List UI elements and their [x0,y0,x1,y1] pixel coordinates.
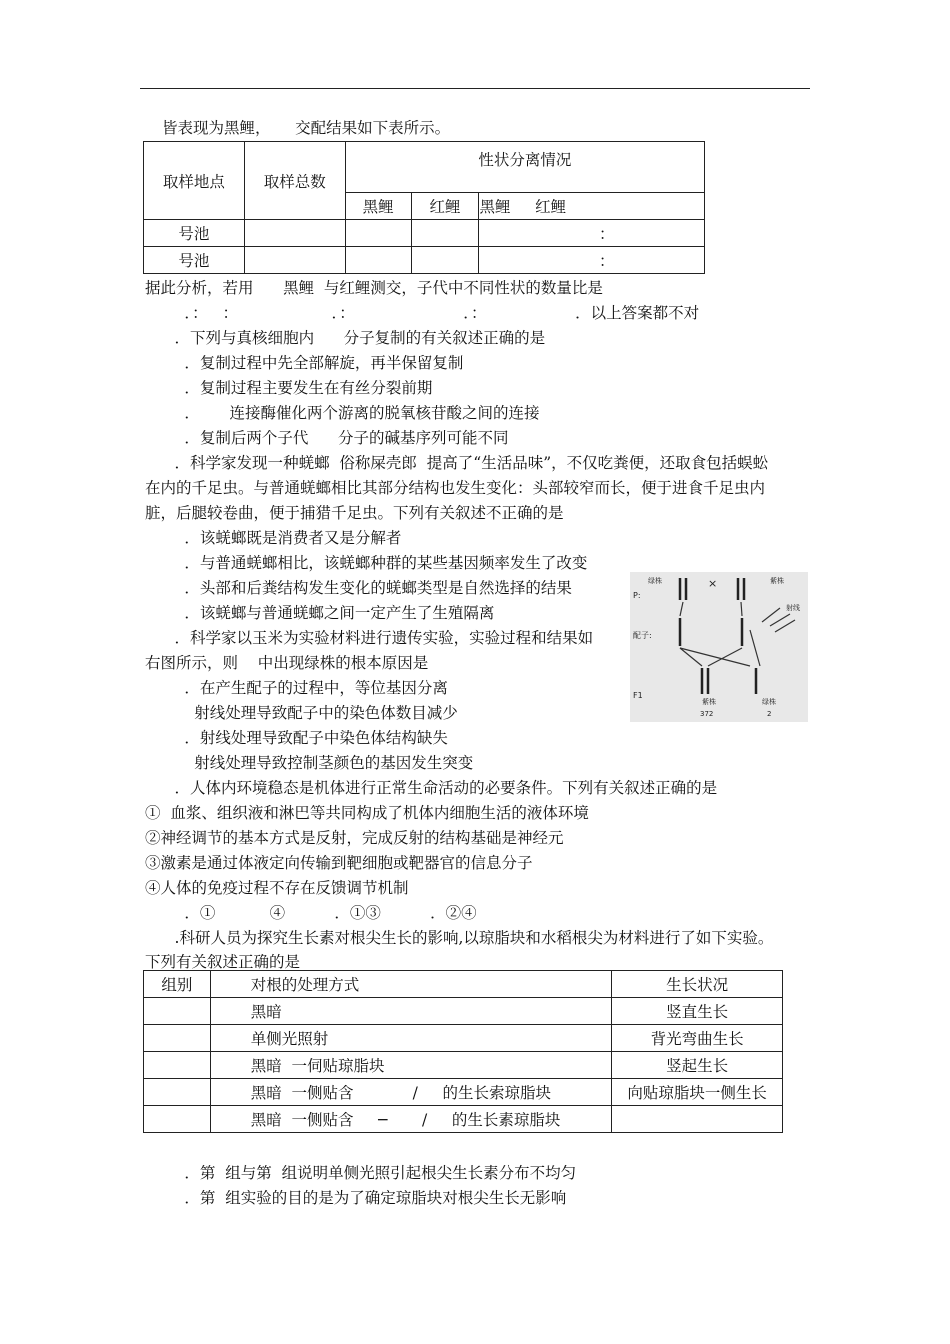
maize-genetics-figure [630,572,808,722]
treatment-cell: 单侧光照射 [210,1025,612,1052]
text-line: ．复制过程中先全部解旋，再半保留复制 [145,354,464,372]
text-line: ②神经调节的基本方式是反射，完成反射的结构基础是神经元 [145,829,564,847]
text-line: ．复制后两个子代 分子的碱基序列可能不同 [145,429,509,447]
result-cell [612,1106,783,1133]
sub-ratio: 黑鲤 红鲤 [479,193,705,220]
text-line: ．头部和后粪结构发生变化的蜣螂类型是自然选择的结果 [145,579,572,597]
group-cell [144,1106,211,1133]
row1-ratio: ： [479,220,705,247]
carp-table [143,141,705,274]
result-cell: 背光弯曲生长 [612,1025,783,1052]
label-green-p: 绿株 [648,577,662,585]
text-line: ．该蜣螂与普通蜣螂之间一定产生了生殖隔离 [145,604,495,622]
text-line: 射线处理导致控制茎颜色的基因发生突变 [145,754,474,772]
text-line: ．人体内环境稳态是机体进行正常生命活动的必要条件。下列有关叙述正确的是 [145,779,718,797]
ray-label: 射线 [786,604,800,612]
text-line: ．第 组与第 组说明单侧光照引起根尖生长素分布不均匀 [145,1164,577,1182]
text-line: ．在产生配子的过程中，等位基因分离 [145,679,448,697]
text-line: 脏，后腿较卷曲，便于捕猎千足虫。下列有关叙述不正确的是 [145,504,564,522]
row1-place: 号池 [144,220,245,247]
text-line: ① 血浆、组织液和淋巴等共同构成了机体内细胞生活的液体环境 [145,804,589,822]
result-cell: 竖起生长 [612,1052,783,1079]
text-line: ．该蜣螂既是消费者又是分解者 [145,529,402,547]
text-line: ． 连接酶催化两个游离的脱氧核苷酸之间的连接 [145,404,540,422]
text-line: ．科学家发现一种蜣螂 俗称屎壳郎 提高了“生活品味”，不仅吃粪便，还取食包括蜈蚣 [145,454,769,472]
label-purple-f1: 紫株 [702,698,716,706]
sub-red: 红鲤 [411,193,479,220]
text-line: ．与普通蜣螂相比，该蜣螂种群的某些基因频率发生了改变 [145,554,588,572]
result-cell: 竖直生长 [612,998,783,1025]
col-separation: 性状分离情况 [345,142,704,193]
header-group: 组别 [144,971,211,998]
treatment-cell: 黑暗 [210,998,612,1025]
row2-ratio: ： [479,247,705,274]
sub-black: 黑鲤 [345,193,411,220]
header-rule [140,88,810,89]
header-result: 生长状况 [612,971,783,998]
row2-place: 号池 [144,247,245,274]
label-purple-p: 紫株 [770,577,784,585]
text-line: 据此分析，若用 黑鲤 与红鲤测交，子代中不同性状的数量比是 [145,279,603,297]
root-experiment-table [143,970,783,1133]
group-cell [144,1025,211,1052]
intro-text: 皆表现为黑鲤， 交配结果如下表所示。 [162,119,451,137]
group-cell [144,1052,211,1079]
count-left: 372 [700,710,714,718]
treatment-cell: 黑暗 一伺贴琼脂块 [210,1052,612,1079]
text-line: ．① ④ ．①③ ．②④ [145,904,477,922]
text-line: 在内的千足虫。与普通蜣螂相比其部分结构也发生变化：头部较窄而长，便于进食千足虫内 [145,479,766,497]
text-line: 下列有关叙述正确的是 [145,953,301,971]
text-line: ．第 组实验的目的是为了确定琼脂块对根尖生长无影响 [145,1189,567,1207]
cross-mark: × [708,577,718,590]
label-gamete: 配子: [633,631,652,640]
header-treatment: 对根的处理方式 [210,971,612,998]
treatment-cell: 黑暗 一侧贴含 / 的生长索琼脂块 [210,1079,612,1106]
text-line: 右图所示，则 中出现绿株的根本原因是 [145,654,429,672]
text-line: ③激素是通过体液定向传输到靶细胞或靶器官的信息分子 [145,854,533,872]
text-line: ．射线处理导致配子中染色体结构缺失 [145,729,448,747]
label-p: P: [633,591,641,600]
text-line: 射线处理导致配子中的染色体数目减少 [145,704,458,722]
text-line: .科研人员为探究生长素对根尖生长的影响,以琼脂块和水稻根尖为材料进行了如下实验。 [145,929,774,947]
group-cell [144,998,211,1025]
label-f1: F1 [633,691,643,700]
text-line: ．下列与真核细胞内 分子复制的有关叙述正确的是 [145,329,546,347]
text-line: ．复制过程主要发生在有丝分裂前期 [145,379,433,397]
text-line: ④人体的免疫过程不存在反馈调节机制 [145,879,409,897]
col-location: 取样地点 [144,142,245,220]
group-cell [144,1079,211,1106]
col-total: 取样总数 [244,142,345,220]
treatment-cell: 黑暗 一侧贴含 ─ / 的生长素琼脂块 [210,1106,612,1133]
count-right: 2 [767,710,772,718]
text-line: ．： ： ．： ．： ．以上答案都不对 [145,304,700,322]
text-line: ．科学家以玉米为实验材料进行遗传实验，实验过程和结果如 [145,629,594,647]
result-cell: 向贴琼脂块一侧生长 [612,1079,783,1106]
label-green-f1: 绿株 [762,698,776,706]
